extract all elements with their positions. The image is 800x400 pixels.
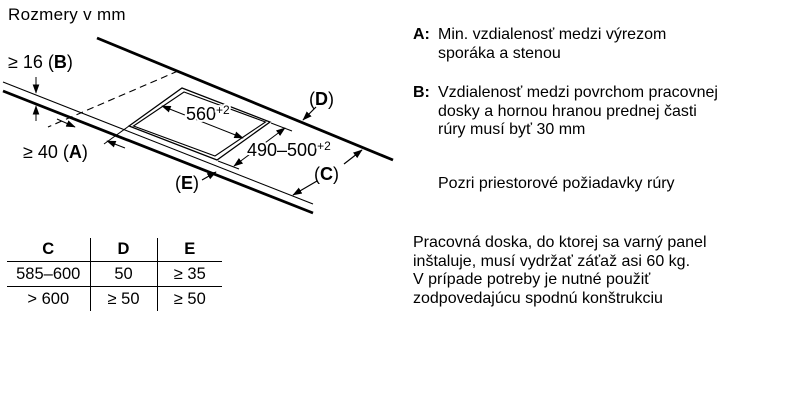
table-cell: ≥ 50 (90, 287, 157, 312)
note-b (413, 84, 718, 140)
cutout-inner-outline (134, 92, 266, 156)
wall-edge-line (97, 38, 393, 160)
dim-a-arrow-left (57, 119, 75, 127)
note-load-line: inštaluje, musí vydržať záťaž asi 60 kg. (413, 252, 691, 270)
note-a (413, 26, 666, 63)
dim-c-arrow-up (344, 150, 362, 164)
note-b-term: B: (413, 84, 430, 101)
dimension-table (7, 238, 222, 311)
side-wall-dashed-line (48, 71, 178, 127)
table-row (7, 287, 222, 312)
note-a-line: Min. vzdialenosť medzi výrezom (438, 26, 667, 43)
dim-a-arrow-right (107, 141, 125, 148)
table-cell: ≥ 50 (173, 289, 206, 308)
note-load (413, 234, 707, 308)
note-load-line: Pracovná doska, do ktorej sa varný panel (413, 234, 707, 251)
note-load-line: zodpovedajúcu spodnú konštrukciu (413, 289, 663, 307)
note-b-line: dosky a hornou hranou prednej časti (438, 102, 697, 120)
cutout-width-label: $560^{+2}$ (186, 103, 230, 124)
cutout-depth-label: $490-500^{+2}$ (247, 139, 331, 160)
table-row (7, 262, 222, 287)
note-see-also: Pozri priestorové požiadavky rúry (438, 175, 675, 192)
note-b-line: Vzdialenosť medzi povrchom pracovnej (438, 84, 718, 101)
table-header-c: C (7, 238, 90, 262)
dim-a-label: ≥ 40 (A) (23, 142, 88, 162)
note-b-line: rúry musí byť 30 mm (438, 121, 586, 139)
depth-extension-line-back (271, 123, 292, 131)
label-e: (E) (175, 173, 200, 193)
note-a-line: sporáka a stenou (438, 44, 561, 62)
label-c: (C) (314, 164, 339, 184)
label-d: (D) (309, 89, 334, 109)
dim-b-label: ≥ 16 (B) (8, 52, 73, 72)
table-header-d: D (90, 238, 157, 262)
table-cell: 585–600 (7, 262, 90, 287)
table-header-e: E (157, 238, 222, 262)
note-load-line: V prípade potreby je nutné použiť (413, 271, 651, 289)
note-a-term: A: (413, 26, 430, 43)
table-cell: ≥ 35 (157, 262, 222, 287)
page-title: Rozmery v mm (8, 5, 126, 24)
table-cell: > 600 (7, 287, 90, 312)
table-header-row (7, 238, 222, 262)
table-cell: 50 (90, 262, 157, 287)
